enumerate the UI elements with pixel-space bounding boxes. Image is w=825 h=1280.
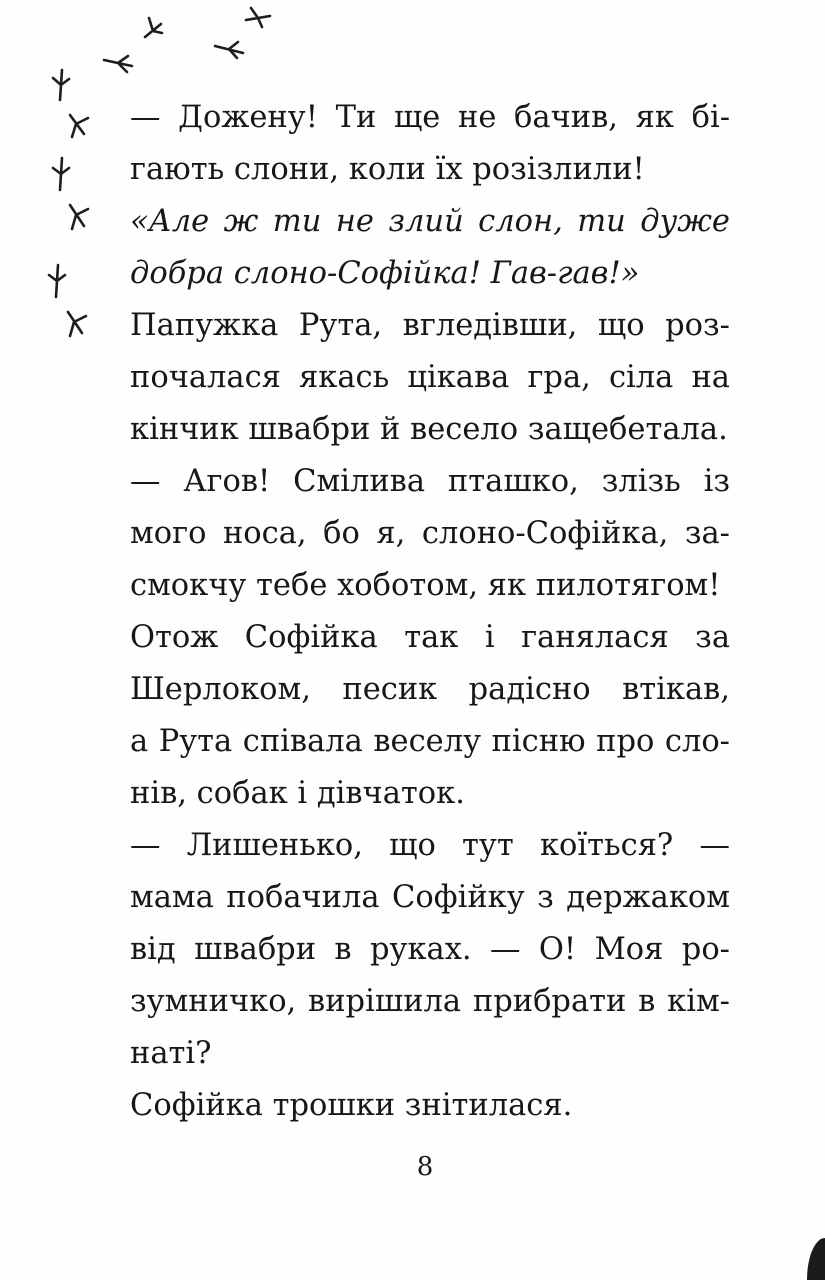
text-line: — Дожену! Ти ще не бачив, як бі-	[130, 100, 730, 135]
text-line: добра слоно-Софійка! Гав-гав!»	[130, 256, 640, 291]
text-line: мого носа, бо я, слоно-Софійка, за-	[130, 516, 730, 551]
text-line: від швабри в руках. — О! Моя ро-	[130, 932, 730, 967]
page-number: 8	[416, 1152, 434, 1182]
text-line: Отож Софійка так і ганялася за	[130, 620, 730, 655]
text-line: почалася якась цікава гра, сіла на	[130, 360, 730, 395]
text-line: кінчик швабри й весело защебетала.	[130, 412, 728, 447]
text-line: наті?	[130, 1036, 212, 1071]
text-line: гають слони, коли їх розізлили!	[130, 152, 645, 187]
text-line: Софійка трошки знітилася.	[130, 1088, 573, 1123]
text-line: смокчу тебе хоботом, як пилотягом!	[130, 568, 721, 603]
page-edge-shadow	[807, 1238, 825, 1280]
text-line: «Але ж ти не злий слон, ти дуже	[130, 204, 730, 239]
text-line: зумничко, вирішила прибрати в кім-	[130, 984, 730, 1019]
text-line: мама побачила Софійку з держаком	[130, 880, 730, 915]
text-line: Шерлоком, песик радісно втікав,	[130, 672, 730, 707]
text-line: нів, собак і дівчаток.	[130, 776, 465, 811]
text-line: Папужка Рута, вгледівши, що роз-	[130, 308, 730, 343]
text-line: — Лишенько, що тут коїться? —	[130, 828, 730, 863]
text-line: — Агов! Смілива пташко, злізь із	[130, 464, 730, 499]
text-line: а Рута співала веселу пісню про сло-	[130, 724, 730, 759]
